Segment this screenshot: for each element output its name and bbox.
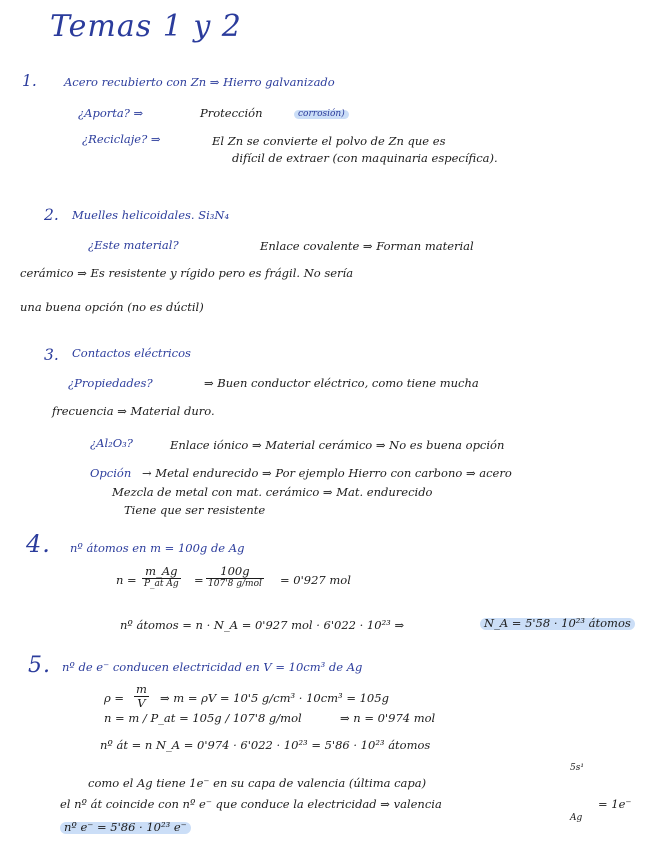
s2-number: 2. [44,206,59,224]
s1-question-reciclaje: ¿Reciclaje? ⇒ [82,132,161,146]
s3-opcion-line2: Mezcla de metal con mat. cerámico ⇒ Mat. endurecido [112,485,433,499]
s2-line2: cerámico ⇒ Es resistente y rígido pero es frágil. No sería [20,266,354,280]
s3-opcion-line3: Tiene que ser resistente [124,503,266,517]
s3-question-al2o3: ¿Al₂O₃? [90,436,133,450]
s5-n-result: ⇒ n = 0'974 mol [340,711,436,725]
s2-question: ¿Este material? [88,238,179,252]
s2-heading: Muelles helicoidales. Si₃N₄ [72,208,230,222]
s3-opcion-label: Opción [90,466,132,480]
s4-fraction-value [206,566,264,589]
s5-como-line2: el nº át coincide con nº e⁻ que conduce la electricidad ⇒ valencia [60,797,442,811]
s5-heading: nº de e⁻ conducen electricidad en V = 10cm³ de Ag [62,660,363,674]
s4-n-result: = 0'927 mol [280,573,351,587]
s5-sup-note: 5s¹ [570,763,584,773]
s2-line3: una buena opción (no es dúctil) [20,300,204,314]
s4-frac1-num: m_Ag [145,564,178,578]
s5-valencia-eq: = 1e⁻ [598,797,632,811]
s4-heading: nº átomos en m = 100g de Ag [70,541,245,555]
s5-number: 5. [28,653,51,678]
s4-atoms-result: N_A = 5'58 · 10²³ átomos [480,618,635,630]
s5-nat-line: nº át = n N_A = 0'974 · 6'022 · 10²³ = 5'86 · 10²³ átomos [100,738,431,752]
s3-number: 3. [44,346,59,364]
s3-answer-al2o3: Enlace iónico ⇒ Material cerámico ⇒ No es buena opción [170,438,505,452]
s4-atoms-line: nº átomos = n · N_A = 0'927 mol · 6'022 · 10²³ ⇒ [120,618,405,632]
s5-n-line: n = m / P_at = 105g / 107'8 g/mol [104,711,302,725]
s1-heading: Acero recubierto con Zn ⇒ Hierro galvanizado [64,75,335,89]
s5-valencia-sub: Ag [570,813,583,823]
s1-question-aporta: ¿Aporta? ⇒ [78,106,144,120]
s1-answer-aporta-highlight: corrosión) [294,110,349,119]
s5-rho-rest: ⇒ m = ρV = 10'5 g/cm³ · 10cm³ = 105g [160,691,389,705]
s5-rho-den: V [134,696,149,710]
s2-line1: Enlace covalente ⇒ Forman material [260,239,474,253]
s4-n-lhs: n = [116,573,137,587]
s4-frac1-den: P_at Ag [144,578,179,589]
s4-number: 4. [26,530,51,558]
page-title: Temas 1 y 2 [50,9,242,44]
s1-number: 1. [22,72,37,90]
s5-rho-lhs: ρ = [104,691,125,705]
s4-frac2-den: 107'8 g/mol [208,578,262,589]
s4-fraction-mass [142,566,181,589]
s3-opcion-line1: → Metal endurecido ⇒ Por ejemplo Hierro con carbono ⇒ acero [142,466,512,480]
s4-frac2-num: 100g [220,564,250,578]
s3-answer-line1: ⇒ Buen conductor eléctrico, como tiene mucha [204,376,479,390]
s3-heading: Contactos eléctricos [72,346,191,360]
s5-rho-num: m [136,682,147,696]
s5-final-result: nº e⁻ = 5'86 · 10²³ e⁻ [60,822,191,834]
s1-answer-reciclaje-line1: El Zn se convierte el polvo de Zn que es [212,134,446,148]
s3-question-propiedades: ¿Propiedades? [68,376,153,390]
s1-answer-aporta: Protección [200,106,263,120]
s3-answer-line2: frecuencia ⇒ Material duro. [52,404,215,418]
s5-como-line1: como el Ag tiene 1e⁻ en su capa de valencia (última capa) [88,776,427,790]
s4-eq-sign: = [194,573,204,587]
s1-answer-reciclaje-line2: difícil de extraer (con maquinaria específica). [232,151,498,165]
s5-rho-fraction [134,684,149,709]
